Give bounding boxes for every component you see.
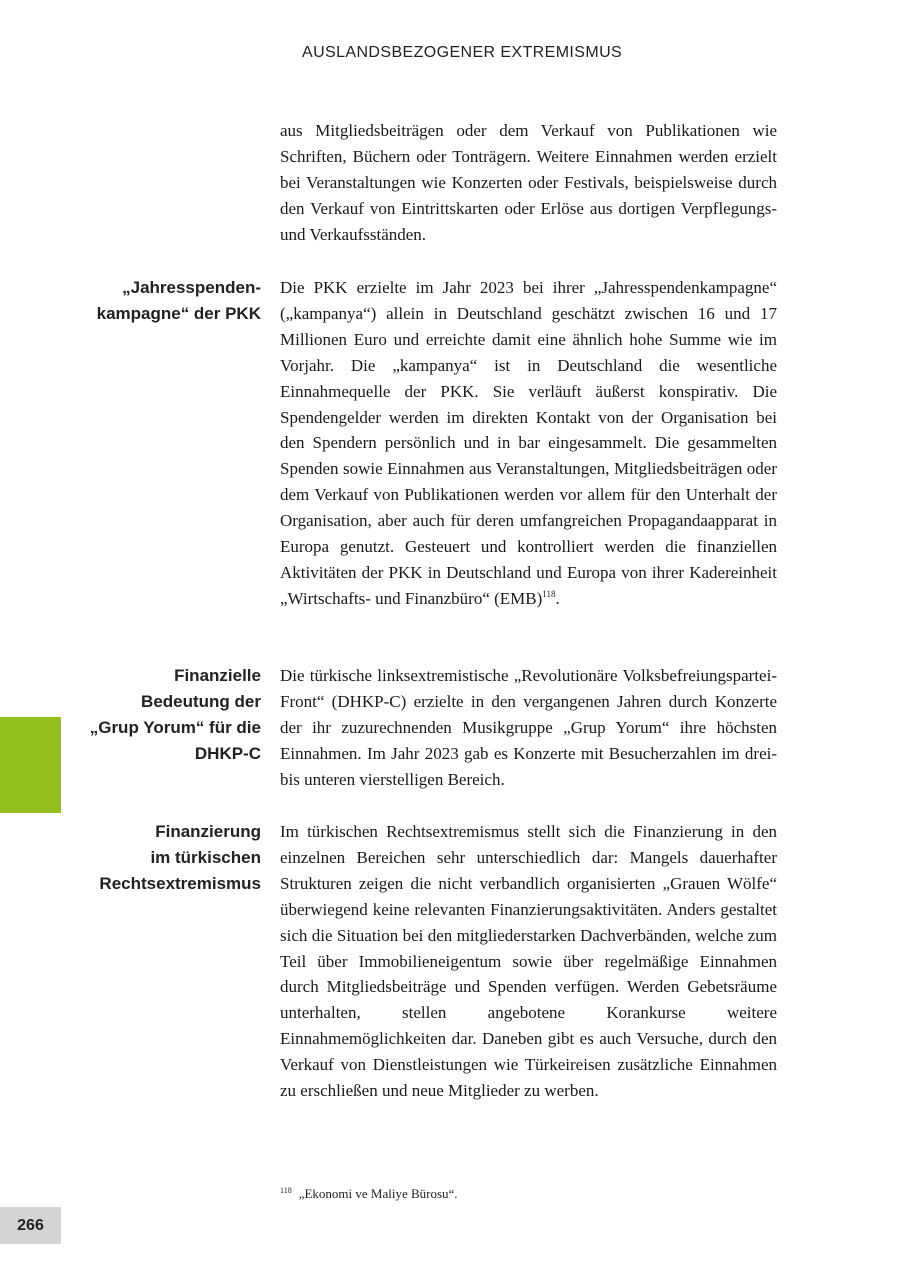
footnote-number: 118	[280, 1186, 292, 1195]
chapter-tab-marker	[0, 717, 61, 813]
heading-line: kampagne“ der PKK	[96, 304, 261, 323]
heading-line: Rechtsextremismus	[99, 874, 261, 893]
intro-paragraph: aus Mitgliedsbeiträgen oder dem Verkauf von Publikationen wie Schriften, Büchern oder Tonträgern. Weitere Einnahmen werden erzielt bei Veranstaltungen wie Konzerten oder Festivals, beispielsweise durch den Verkauf von Eintrittskarten oder Erlöse aus dortigen Verpflegungs- und Verkaufsständen.	[280, 121, 777, 244]
paragraph-grup-yorum: Die türkische linksextremistische „Revolutionäre Volksbefreiungspartei-Front“ (DHKP-C) erzielte in den vergangenen Jahren durch Konzerte der ihr zuzurechnenden Musikgruppe „Grup Yorum“ ihre höchsten Einnahmen. Im Jahr 2023 gab es Konzerte mit Besucherzahlen im drei- bis unteren vierstelligen Bereich.	[280, 666, 777, 789]
running-title: AUSLANDSBEZOGENER EXTREMISMUS	[302, 44, 623, 61]
heading-line: im türkischen	[150, 848, 261, 867]
page-number	[0, 1207, 61, 1244]
heading-line: DHKP-C	[194, 744, 261, 763]
page-number-label: 266	[17, 1216, 44, 1234]
heading-line: Finanzierung	[155, 822, 261, 841]
footnote-reference[interactable]: 118	[542, 588, 556, 599]
heading-line: Finanzielle	[174, 666, 261, 685]
paragraph-turkish-right-extremism: Im türkischen Rechtsextremismus stellt sich die Finanzierung in den einzelnen Bereichen sehr unterschiedlich dar: Mangels dauerhafter Strukturen zeigen die nicht verbandlich organisierten „Grauen Wölfe“ überwiegend keine relevanten Finanzierungsaktivitäten. Anders gestaltet sich die Situation bei den mitgliederstarken Dachverbänden, welche zum Teil über Immobilieneigentum sowie über regelmäßige Einnahmen durch Mitgliedsbeiträge und Spenden verfügen. Werden Gebetsräume unterhalten, stellen angebotene Korankurse weitere Einnahmemöglichkeiten dar. Daneben gibt es auch Versuche, durch den Verkauf von Dienstleistungen wie Türkeireisen zusätzliche Einnahmen zu erschließen und neue Mitglieder zu werben.	[280, 822, 777, 1101]
footnote	[280, 1186, 458, 1202]
heading-line: Bedeutung der	[141, 692, 261, 711]
margin-heading-grup-yorum	[60, 663, 261, 767]
heading-line: „Grup Yorum“ für die	[89, 718, 261, 737]
footnote-text: „Ekonomi ve Maliye Bürosu“.	[298, 1186, 458, 1201]
paragraph-end: .	[555, 588, 560, 608]
margin-heading-pkk-campaign	[60, 275, 261, 327]
paragraph-text: Die PKK erzielte im Jahr 2023 bei ihrer „Jahresspendenkampagne“ („kampanya“) allein in Deutschland geschätzt zwischen 16 und 17 Millionen Euro und erreichte damit eine ähnlich hohe Summe wie im Vorjahr. Die „kampanya“ ist in Deutschland die wesentliche Einnahmequelle der PKK. Sie verläuft äußerst konspirativ. Die Spendengelder werden im direkten Kontakt von der Organisation bei den Spendern persönlich und in bar eingesammelt. Die gesammelten Spenden sowie Einnahmen aus Veranstaltungen, Mitgliedsbeiträgen oder dem Verkauf von Publikationen werden vor allem für den Unterhalt der Organisation, aber auch für deren umfangreichen Propagandaapparat in Europa genutzt. Gesteuert und kontrolliert werden die finanziellen Aktivitäten der PKK in Deutschland und Europa von ihrer Kadereinheit „Wirtschafts- und Finanzbüro“ (EMB)	[280, 278, 777, 608]
heading-line: „Jahresspenden-	[122, 278, 261, 297]
margin-heading-turkish-right-extremism	[60, 819, 261, 897]
paragraph-pkk-campaign	[280, 275, 777, 612]
